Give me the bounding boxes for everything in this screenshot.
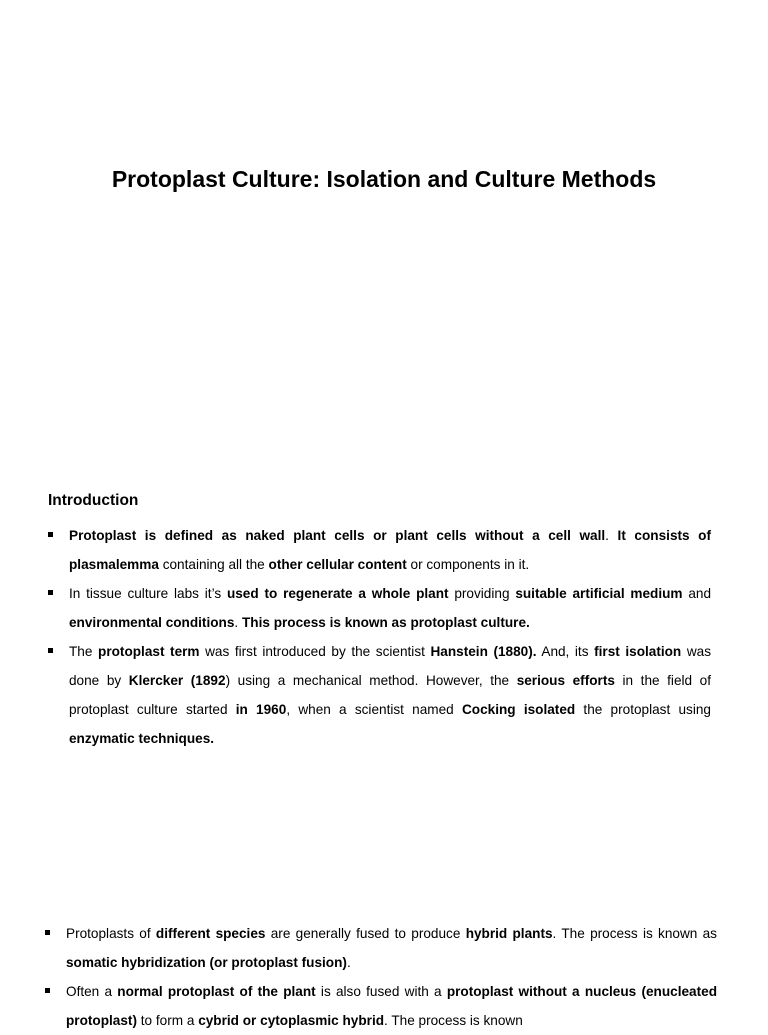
list-item bbox=[45, 919, 717, 977]
introduction-list bbox=[48, 521, 711, 753]
bold-text: cybrid or cytoplasmic hybrid bbox=[198, 1013, 385, 1028]
text-run: And, its bbox=[536, 644, 595, 659]
bold-text: normal protoplast of the plant bbox=[117, 984, 316, 999]
text-run: in the field of protoplast culture started bbox=[69, 673, 712, 717]
bold-text: hybrid plants bbox=[465, 926, 553, 941]
bold-text: in 1960 bbox=[235, 702, 287, 717]
list-item-text bbox=[66, 926, 717, 970]
bold-text: first isolation bbox=[594, 644, 682, 659]
text-run: In tissue culture labs it’s bbox=[69, 586, 227, 601]
bullet-icon bbox=[45, 930, 50, 935]
bold-text: serious efforts bbox=[516, 673, 615, 688]
bold-text: somatic hybridization (or protoplast fusion) bbox=[66, 955, 347, 970]
list-item bbox=[48, 521, 711, 579]
text-run: was done by bbox=[69, 644, 712, 688]
text-run: , when a scientist named bbox=[286, 702, 462, 717]
text-run: ) using a mechanical method. However, the bbox=[225, 673, 517, 688]
list-item-text bbox=[66, 984, 717, 1028]
text-run: The bbox=[69, 644, 99, 659]
bullet-icon bbox=[48, 532, 53, 537]
text-run: . The process is known as bbox=[552, 926, 717, 941]
list-item-text bbox=[69, 528, 711, 572]
bold-text: used to regenerate a whole plant bbox=[226, 586, 449, 601]
bold-text: enzymatic techniques. bbox=[69, 731, 215, 746]
text-run: and bbox=[682, 586, 712, 601]
text-run: are generally fused to produce bbox=[265, 926, 466, 941]
document-title: Protoplast Culture: Isolation and Culture Methods bbox=[111, 166, 657, 192]
bold-text: different species bbox=[155, 926, 266, 941]
bold-text: environmental conditions bbox=[69, 615, 235, 630]
list-item bbox=[48, 579, 711, 637]
fusion-list bbox=[45, 919, 717, 1035]
bullet-icon bbox=[48, 648, 53, 653]
list-item bbox=[48, 637, 711, 753]
text-run: the protoplast using bbox=[575, 702, 711, 717]
bold-text: other cellular content bbox=[268, 557, 407, 572]
list-item bbox=[45, 977, 717, 1035]
list-item-text bbox=[69, 644, 711, 746]
text-run: Often a bbox=[66, 984, 118, 999]
text-run: was first introduced by the scientist bbox=[199, 644, 431, 659]
bold-text: Klercker (1892 bbox=[128, 673, 226, 688]
text-run: or components in it. bbox=[406, 557, 530, 572]
bold-text: Hanstein (1880). bbox=[430, 644, 537, 659]
text-run: to form a bbox=[136, 1013, 199, 1028]
bold-text: protoplast term bbox=[98, 644, 200, 659]
bold-text: protoplast without a nucleus (enucleated protoplast) bbox=[66, 984, 717, 1028]
bold-text: Cocking isolated bbox=[461, 702, 576, 717]
text-run: Protoplasts of bbox=[66, 926, 156, 941]
list-item-text bbox=[69, 586, 711, 630]
bold-text: It consists of plasmalemma bbox=[69, 528, 712, 572]
bold-text: Protoplast is defined as naked plant cells or plant cells without a cell wall bbox=[69, 528, 606, 543]
text-run: . bbox=[234, 615, 242, 630]
bullet-icon bbox=[45, 988, 50, 993]
text-run: is also fused with a bbox=[315, 984, 447, 999]
text-run: providing bbox=[448, 586, 516, 601]
bullet-icon bbox=[48, 590, 53, 595]
bold-text: suitable artificial medium bbox=[515, 586, 683, 601]
text-run: . bbox=[605, 528, 618, 543]
text-run: containing all the bbox=[158, 557, 269, 572]
bold-text: This process is known as protoplast culture. bbox=[241, 615, 530, 630]
introduction-heading: Introduction bbox=[48, 492, 139, 509]
text-run: . The process is known bbox=[384, 1013, 523, 1028]
text-run: . bbox=[346, 955, 351, 970]
